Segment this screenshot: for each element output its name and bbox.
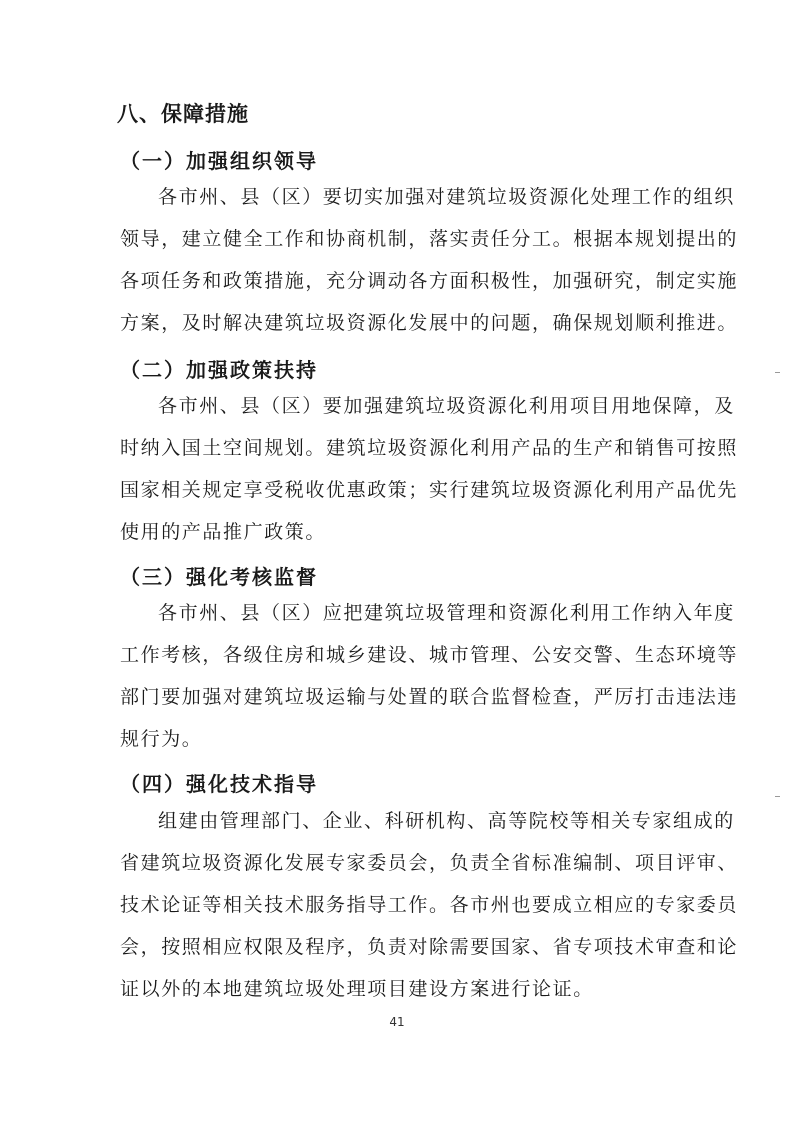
paragraph-line: 使用的产品推广政策。 bbox=[120, 521, 327, 543]
paragraph-line: 国家相关规定享受税收优惠政策；实行建筑垃圾资源化利用产品优先 bbox=[120, 479, 739, 501]
paragraph-line: 领导，建立健全工作和协商机制，落实责任分工。根据本规划提出的 bbox=[120, 228, 739, 250]
scan-mark bbox=[775, 372, 780, 373]
paragraph-line: 规行为。 bbox=[120, 728, 203, 750]
main-heading: 八、保障措施 bbox=[117, 102, 249, 126]
section-title-2: （二）加强政策扶持 bbox=[120, 358, 318, 382]
paragraph-line: 证以外的本地建筑垃圾处理项目建设方案进行论证。 bbox=[120, 978, 594, 1000]
paragraph-line: 各市州、县（区）要切实加强对建筑垃圾资源化处理工作的组织 bbox=[158, 186, 735, 208]
paragraph-line: 技术论证等相关技术服务指导工作。各市州也要成立相应的专家委员 bbox=[120, 894, 739, 916]
paragraph-line: 组建由管理部门、企业、科研机构、高等院校等相关专家组成的 bbox=[158, 810, 735, 832]
section-4-paragraph bbox=[120, 800, 739, 1010]
section-1-paragraph bbox=[120, 176, 739, 344]
paragraph-line: 各市州、县（区）要加强建筑垃圾资源化利用项目用地保障，及 bbox=[158, 395, 735, 417]
paragraph-line: 省建筑垃圾资源化发展专家委员会，负责全省标准编制、项目评审、 bbox=[120, 852, 739, 874]
section-title-4: （四）强化技术指导 bbox=[120, 772, 318, 796]
paragraph-line: 各项任务和政策措施，充分调动各方面积极性，加强研究，制定实施 bbox=[120, 270, 739, 292]
section-title-3: （三）强化考核监督 bbox=[120, 565, 318, 589]
section-3-paragraph bbox=[120, 592, 739, 760]
page-number: 41 bbox=[389, 1015, 405, 1029]
paragraph-line: 工作考核，各级住房和城乡建设、城市管理、公安交警、生态环境等 bbox=[120, 644, 739, 666]
section-title-1: （一）加强组织领导 bbox=[120, 149, 318, 173]
scan-mark bbox=[775, 796, 780, 797]
paragraph-line: 会，按照相应权限及程序，负责对除需要国家、省专项技术审查和论 bbox=[120, 936, 739, 958]
paragraph-line: 时纳入国土空间规划。建筑垃圾资源化利用产品的生产和销售可按照 bbox=[120, 437, 739, 459]
paragraph-line: 部门要加强对建筑垃圾运输与处置的联合监督检查，严厉打击违法违 bbox=[120, 686, 739, 708]
section-2-paragraph bbox=[120, 385, 739, 553]
paragraph-line: 各市州、县（区）应把建筑垃圾管理和资源化利用工作纳入年度 bbox=[158, 602, 735, 624]
paragraph-line: 方案，及时解决建筑垃圾资源化发展中的问题，确保规划顺利推进。 bbox=[120, 312, 739, 334]
